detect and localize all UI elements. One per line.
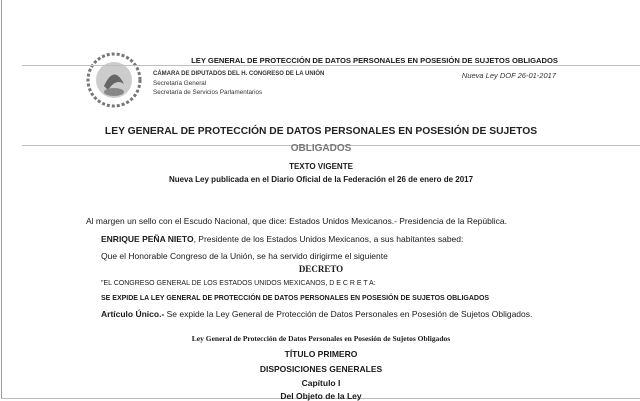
articulo-paragraph <box>86 309 558 320</box>
national-seal-icon <box>86 50 142 112</box>
capitulo-heading: Capítulo I <box>301 378 341 388</box>
status-label: TEXTO VIGENTE <box>289 162 353 171</box>
chamber-name: CÁMARA DE DIPUTADOS DEL H. CONGRESO DE LA UNIÓN <box>153 71 325 77</box>
president-paragraph <box>101 234 463 244</box>
decreta-paragraph: "EL CONGRESO GENERAL DE LOS ESTADOS UNIDOS MEXICANOS, D E C R E T A: <box>101 280 376 287</box>
document-page <box>1 0 640 399</box>
decreto-heading: DECRETO <box>298 264 344 274</box>
articulo-label: Artículo Único.- <box>101 309 165 319</box>
congress-paragraph: Que el Honorable Congreso de la Unión, se ha servido dirigirme el siguiente <box>101 251 388 261</box>
articulo-text: Se expide la Ley General de Protección de Datos Personales en Posesión de Sujetos Obligados. <box>164 309 533 319</box>
main-title-continued: OBLIGADOS <box>290 143 352 154</box>
secretaria-servicios: Secretaría de Servicios Parlamentarios <box>153 89 263 96</box>
president-text: , Presidente de los Estados Unidos Mexicanos, a sus habitantes sabed: <box>193 234 464 244</box>
objeto-heading: Del Objeto de la Ley <box>280 391 362 401</box>
doc-reference: Nueva Ley DOF 26-01-2017 <box>461 71 556 80</box>
titulo-heading: TÍTULO PRIMERO <box>284 349 358 359</box>
disposiciones-heading: DISPOSICIONES GENERALES <box>259 364 383 374</box>
expide-heading: SE EXPIDE LA LEY GENERAL DE PROTECCIÓN DE DATOS PERSONALES EN POSESIÓN DE SUJETOS OBLIGADOS <box>101 295 490 302</box>
president-name: ENRIQUE PEÑA NIETO <box>101 234 194 244</box>
law-title: Ley General de Protección de Datos Personales en Posesión de Sujetos Obligados <box>191 334 451 343</box>
header-title: LEY GENERAL DE PROTECCIÓN DE DATOS PERSONALES EN POSESIÓN DE SUJETOS OBLIGADOS <box>191 56 558 65</box>
main-title: LEY GENERAL DE PROTECCIÓN DE DATOS PERSONALES EN POSESIÓN DE SUJETOS <box>104 126 538 137</box>
secretaria-general: Secretaría General <box>153 80 207 87</box>
margin-paragraph: Al margen un sello con el Escudo Nacional, que dice: Estados Unidos Mexicanos.- Presidencia de la República. <box>86 216 507 226</box>
publication-note: Nueva Ley publicada en el Diario Oficial de la Federación el 26 de enero de 2017 <box>168 175 474 184</box>
